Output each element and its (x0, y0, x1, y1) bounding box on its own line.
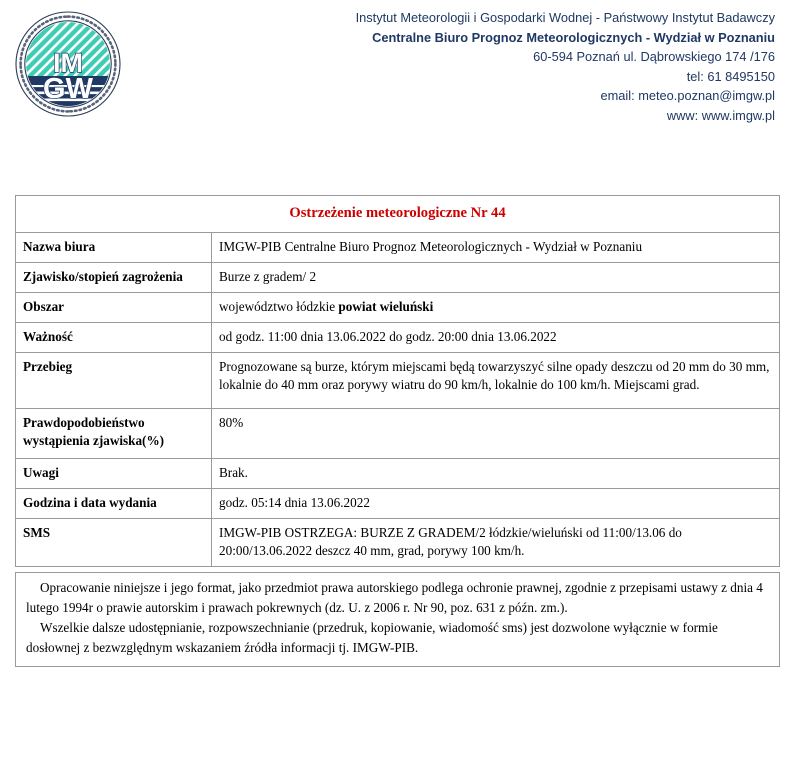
row-value-prawdopodobienstwo: 80% (212, 409, 780, 459)
page-header (0, 0, 797, 140)
header-line-institute: Instytut Meteorologii i Gospodarki Wodnej - Państwowy Instytut Badawczy (355, 10, 775, 25)
row-value-przebieg: Prognozowane są burze, którym miejscami będą towarzyszyć silne opady deszczu od 20 mm do 30 mm, lokalnie do 40 mm oraz porywy wiatru do 90 km/h, lokalnie do 100 km/h. Miejscami grad. (212, 353, 780, 409)
obszar-county: powiat wieluński (338, 299, 434, 314)
row-label-waznosc: Ważność (16, 323, 212, 353)
row-label-zjawisko: Zjawisko/stopień zagrożenia (16, 263, 212, 293)
imgw-logo-letters-bottom: GW (43, 73, 93, 105)
row-value-uwagi: Brak. (212, 459, 780, 489)
table-row (16, 293, 780, 323)
row-label-obszar: Obszar (16, 293, 212, 323)
table-row (16, 409, 780, 459)
table-row (16, 459, 780, 489)
header-line-phone: tel: 61 8495150 (686, 68, 775, 84)
copyright-paragraph-2: Wszelkie dalsze udostępnianie, rozpowszechnianie (przedruk, kopiowanie, wiadomość sms) jest dozwolone wyłącznie w formie dosłownej z bezwzględnym wskazaniem źródła informacji tj. IMGW-PIB. (26, 620, 718, 655)
row-label-sms: SMS (16, 519, 212, 567)
row-value-nazwa-biura: IMGW-PIB Centralne Biuro Prognoz Meteorologicznych - Wydział w Poznaniu (212, 233, 780, 263)
row-value-obszar (212, 293, 780, 323)
warning-title: Ostrzeżenie meteorologiczne Nr 44 (16, 196, 780, 233)
header-line-website: www: www.imgw.pl (666, 107, 775, 123)
table-row (16, 519, 780, 567)
row-value-godzina-wydania: godz. 05:14 dnia 13.06.2022 (212, 489, 780, 519)
row-label-nazwa-biura: Nazwa biura (16, 233, 212, 263)
row-value-sms: IMGW-PIB OSTRZEGA: BURZE Z GRADEM/2 łódzkie/wieluński od 11:00/13.06 do 20:00/13.06.2022 deszcz 40 mm, grad, porywy 100 km/h. (212, 519, 780, 567)
imgw-logo-letters-top: IM (53, 48, 83, 78)
row-label-uwagi: Uwagi (16, 459, 212, 489)
table-row (16, 353, 780, 409)
imgw-logo-icon (12, 8, 124, 120)
header-line-email: email: meteo.poznan@imgw.pl (600, 88, 775, 103)
row-label-godzina-wydania: Godzina i data wydania (16, 489, 212, 519)
copyright-paragraph-1: Opracowanie niniejsze i jego format, jako przedmiot prawa autorskiego podlega ochronie prawnej, zgodnie z przepisami ustawy z dnia 4 lutego 1994r o prawie autorskim i prawach pokrewnych (dz. U. z 2006 r. Nr 90, poz. 631 z późn. zm.). (26, 580, 763, 615)
copyright-note (15, 572, 780, 667)
table-row (16, 233, 780, 263)
table-row (16, 323, 780, 353)
row-label-przebieg: Przebieg (16, 353, 212, 409)
header-contact-block (130, 4, 779, 125)
imgw-logo (12, 4, 130, 120)
table-row (16, 263, 780, 293)
row-value-zjawisko: Burze z gradem/ 2 (212, 263, 780, 293)
warning-table (15, 195, 780, 567)
table-row-title (16, 196, 780, 233)
header-line-address: 60-594 Poznań ul. Dąbrowskiego 174 /176 (533, 49, 775, 64)
row-label-prawdopodobienstwo: Prawdopodobieństwo wystąpienia zjawiska(%) (16, 409, 212, 459)
obszar-voivodeship: województwo łódzkie (219, 299, 339, 314)
header-line-department: Centralne Biuro Prognoz Meteorologicznych - Wydział w Poznaniu (372, 29, 775, 45)
table-row (16, 489, 780, 519)
row-value-waznosc: od godz. 11:00 dnia 13.06.2022 do godz. 20:00 dnia 13.06.2022 (212, 323, 780, 353)
